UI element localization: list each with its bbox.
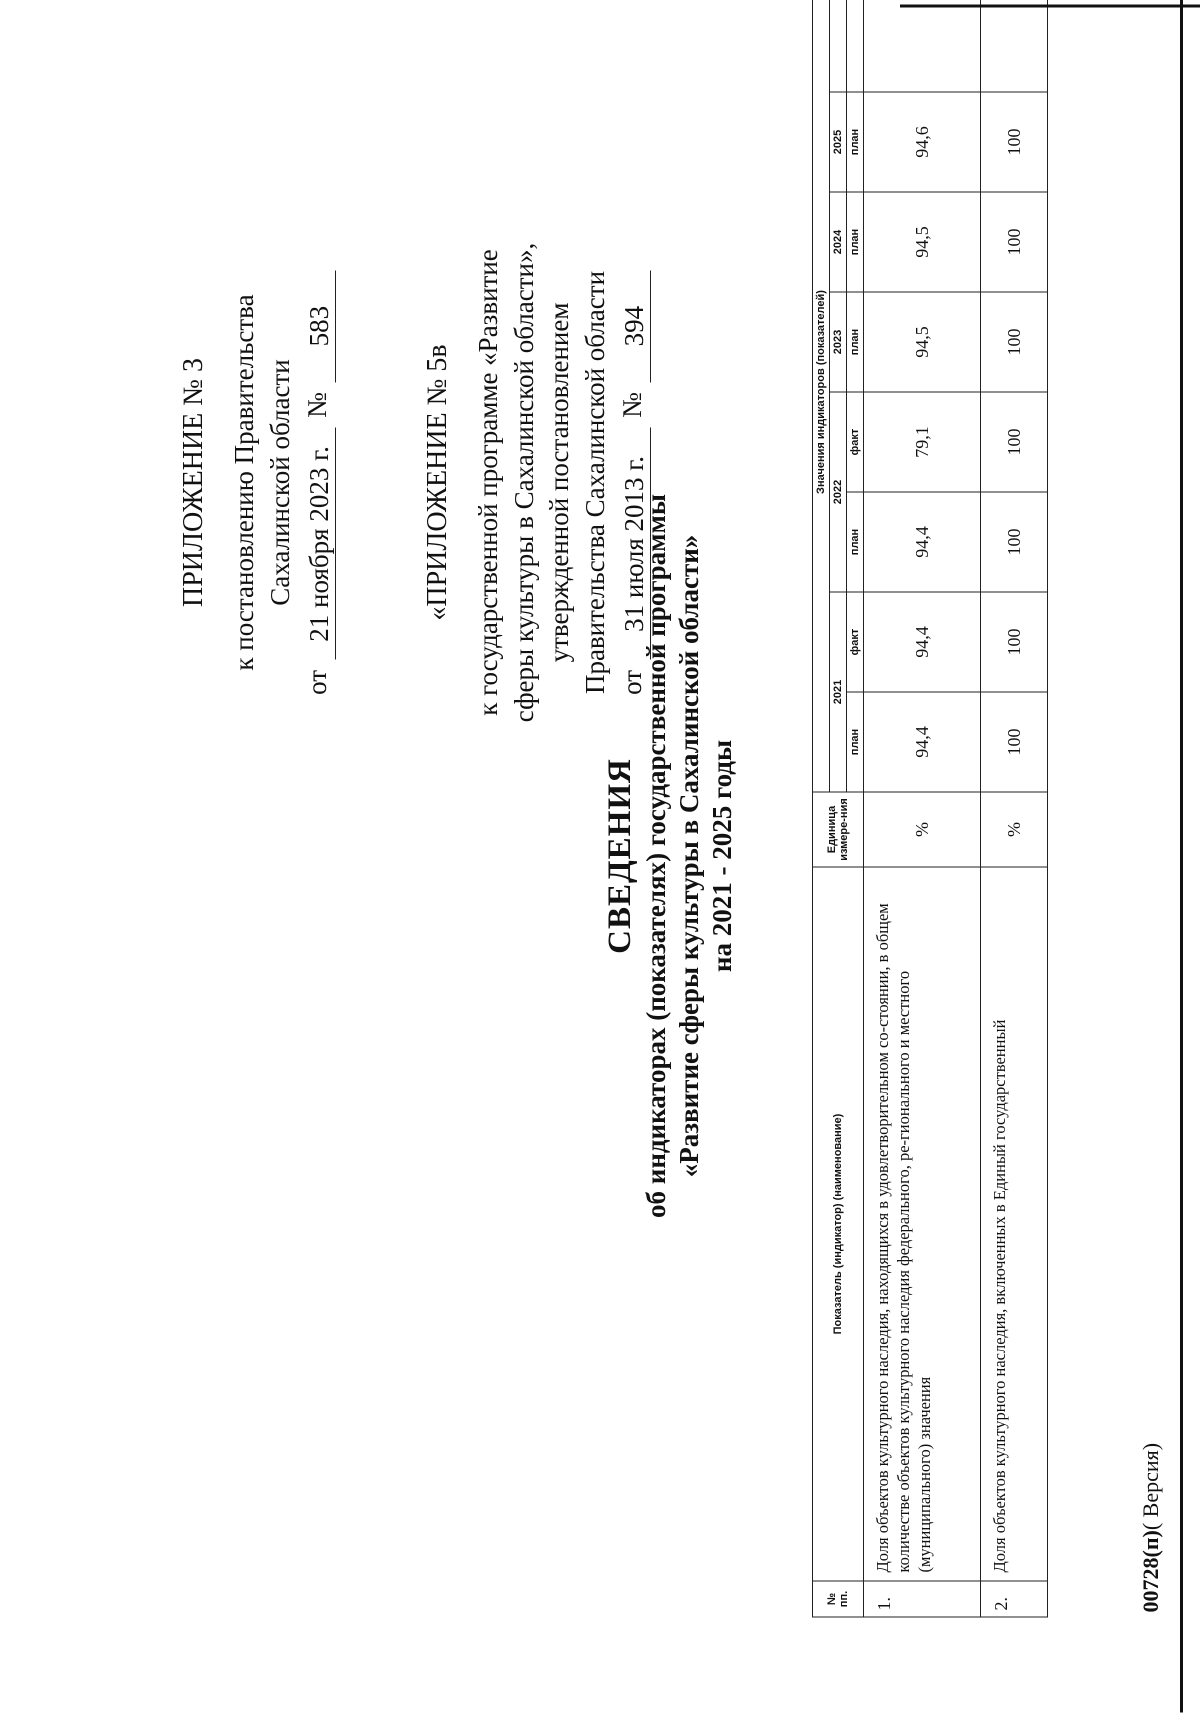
row-unit: % [981,792,1048,867]
table-row [981,0,1048,1617]
scan-edge-mark [900,5,1200,8]
header-num: № пп. [813,1581,864,1617]
header-empty [830,0,847,92]
header-plan-2023: план [847,292,864,392]
row-value: 94,6 [864,92,981,192]
row-value: 100 [981,492,1048,592]
row-name: Доля объектов культурного наследия, включенных в Единый государственный [981,867,1048,1581]
header-year-2023: 2023 [830,292,847,392]
row-name: Доля объектов культурного наследия, находящихся в удовлетворительном со-стоянии, в общем количестве объектов культурного наследия федерального, ре-гионального и местного (муниципального) значения [864,867,981,1581]
header-fact-2021: факт [847,592,864,692]
heading-title: СВЕДЕНИЯ [602,758,638,954]
heading-line2: «Развитие сферы культуры в Сахалинской области» [674,534,705,1178]
header-unit: Единица измере-ния [813,792,864,867]
row-value: 94,4 [864,592,981,692]
appendix-5v-title: «ПРИЛОЖЕНИЕ № 5в [422,344,453,621]
header-year-2025: 2025 [830,92,847,192]
row-value: 79,1 [864,392,981,492]
row-value: 100 [981,592,1048,692]
heading-line1: об индикаторах (показателях) государственной программы [641,494,672,1218]
appendix-3-from-label: от [302,669,333,695]
header-values-group: Значения индикаторов (показателей) [813,0,830,792]
footer-code: 00728(п) [1138,1530,1163,1613]
header-year-2021: 2021 [830,592,847,792]
scan-edge-line [1180,0,1183,1713]
row-value: 94,4 [864,492,981,592]
footer-version: ( Версия) [1138,1442,1163,1531]
row-value: 100 [981,392,1048,492]
appendix-5v-line1: к государственной программе «Развитие [472,249,503,716]
appendix-3-number: 583 [305,270,336,382]
row-value: 100 [981,192,1048,292]
header-plan-2021: план [847,692,864,792]
row-value: 100 [981,92,1048,192]
row-value: 94,5 [864,292,981,392]
header-empty-sub [847,0,864,92]
appendix-3-date-line [300,183,336,783]
row-unit: % [864,792,981,867]
row-empty [981,0,1048,92]
row-num: 1. [864,1581,981,1617]
table-row [864,0,981,1617]
row-value: 94,5 [864,192,981,292]
header-plan-2024: план [847,192,864,292]
header-name: Показатель (индикатор) (наименование) [813,867,864,1581]
row-empty [864,0,981,92]
header-fact-2022: факт [847,392,864,492]
appendix-3-date: 21 ноября 2023 г. [305,428,336,660]
appendix-3-line2: Сахалинской области [264,359,295,606]
appendix-5v-line3: утвержденной постановлением [544,302,575,663]
appendix-5v-line4: Правительства Сахалинской области [579,270,610,695]
indicators-table [812,0,1048,1618]
document-footer [1138,1443,1164,1613]
header-plan-2025: план [847,92,864,192]
header-year-2024: 2024 [830,192,847,292]
row-value: 94,4 [864,692,981,792]
appendix-3-title: ПРИЛОЖЕНИЕ № 3 [178,358,209,607]
appendix-3-block [176,183,336,783]
appendix-3-line1: к постановлению Правительства [228,294,259,671]
header-plan-2022: план [847,492,864,592]
row-num: 2. [981,1581,1048,1617]
appendix-5v-from-label: от [617,669,648,695]
header-year-2022: 2022 [830,392,847,592]
row-value: 100 [981,292,1048,392]
appendix-5v-no-label: № [617,392,648,418]
appendix-5v-line2: сферы культуры в Сахалинской области», [508,242,539,723]
document-heading [600,0,739,1713]
appendix-5v-number: 394 [620,270,651,382]
appendix-3-no-label: № [302,392,333,418]
appendix-5v-date: 31 июля 2013 г. [620,428,651,660]
row-value: 100 [981,692,1048,792]
heading-line3: на 2021 - 2025 годы [707,739,738,973]
